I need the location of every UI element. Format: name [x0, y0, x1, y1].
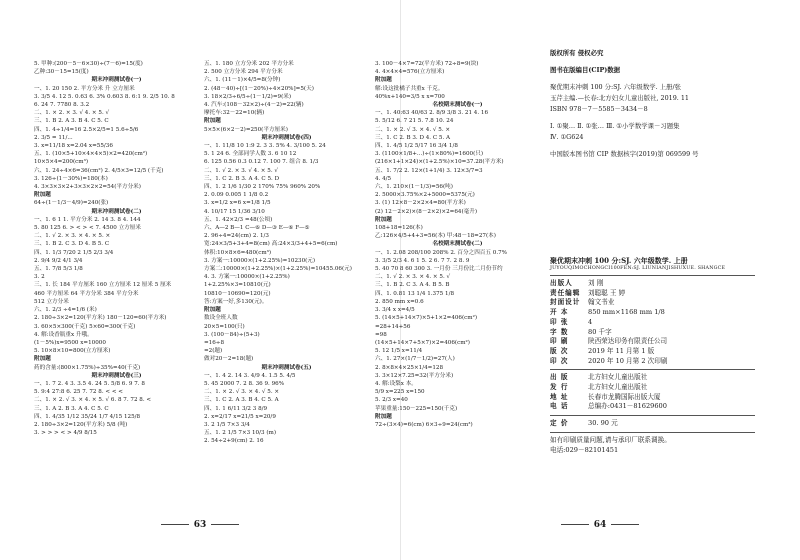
answer-line: 5. (14×5+14×7)×5+1×2=406(cm²) — [375, 315, 478, 322]
answer-line: 三、1. 长 184 平方厘米 160 立方厘米 12 厘米 5 厘米 — [34, 282, 172, 289]
copyright-line: 版权所有 侵权必究 — [550, 49, 604, 57]
answer-line: 460 平方厘米 64 平方分米 384 平方分米 — [34, 290, 139, 297]
answer-line: 10×5×4=200(cm³) — [34, 159, 89, 166]
imprint-row-label: 字 数 — [550, 327, 569, 336]
answer-line: 2. (48－40)÷[(1－20%)÷4×20%]=5(天) — [204, 85, 314, 92]
answer-line: 4. 4×4×4=576(立方厘米) — [375, 69, 445, 76]
imprint-row-value: 850 mm×1168 mm 1/8 — [588, 308, 665, 317]
test-heading: 期末冲刺测试卷(五) — [261, 364, 312, 371]
imprint-row — [550, 279, 755, 289]
imprint-row-label: 印 次 — [550, 356, 569, 365]
answer-line: 附加题 — [375, 413, 392, 420]
answer-line: 2. 9/4 9/2 4/1 3/4 — [34, 257, 83, 264]
answer-line: 108+18=126(本) — [375, 225, 423, 232]
answer-line: 解:设这批橘子共重x 千克。 — [375, 85, 444, 92]
publisher-row — [550, 373, 755, 383]
imprint-row — [550, 337, 755, 347]
answer-line: 4. 3. 方案一:10000×(1+2.25%) — [204, 274, 290, 281]
answer-line: 四、1. 2 1/6 1/30 2 170% 75% 960% 20% — [204, 184, 321, 191]
answer-line: 五、1. (10×5+10×4×4×5)×2=420(cm²) — [34, 151, 148, 158]
answer-line: 512 立方分米 — [34, 298, 69, 305]
answer-line: (216×1+1×24)×(1+2.5%)×10=37.28(平方米) — [375, 159, 504, 166]
answer-line: 六、A—2 B—1 C—⑥ D—③ E—⑥ F—⑤ — [204, 225, 310, 232]
answer-line: 5. 80 125 6. > < > < 7. 4500 立方厘米 — [34, 225, 141, 232]
cip-title: 图书在版编目(CIP)数据 — [550, 66, 621, 74]
answer-line: 四、1. 1 6/11 3/2 3 8/9 — [204, 405, 268, 412]
imprint-block — [550, 272, 755, 455]
answer-line: 5×5×(6×2－2)=250(平方厘米) — [204, 126, 288, 133]
imprint-row-value: 刘 刚 — [588, 279, 604, 287]
answer-line: 5. 40 70 8 60 300 3. 一月份 三月份比二月份节约 — [375, 266, 503, 273]
answer-line: 做对20－2=18(题) — [204, 356, 254, 363]
answer-line: 五、1. 7/2 2. 12×(1+1/4) 3. 12×3/7=3 — [375, 167, 483, 174]
answer-line: 3. > > > < > 4/9 8/15 — [34, 430, 97, 437]
answer-line: 摩托车:32－22=10(辆) — [204, 110, 265, 117]
publisher-row-label: 出 版 — [550, 373, 569, 382]
answer-column-1 — [34, 60, 199, 437]
answer-line: 5. 甲种:(200－5－6×30)÷(7－6)=15(度) — [34, 61, 143, 67]
answer-line: 3. (1) 12×8－2×2×4=80(平方米) — [375, 200, 466, 207]
answer-line: 2. 54÷2+9(cm) 2. 16 — [204, 438, 264, 445]
imprint-row — [550, 347, 755, 357]
cip-classification-line: Ⅰ. ①聚… Ⅱ. ①张… Ⅲ. ①小学数学课－习题集 — [550, 122, 680, 130]
answer-line: 四、1. 4/35 1/12 35/24 1/7 4/15 125/8 — [34, 413, 141, 420]
answer-line: 三、1. B 2. C 3. D 4. B 5. C — [34, 241, 110, 248]
answer-line: 3. 126÷(1－30%)=180(本) — [34, 175, 108, 182]
answer-line: 3. 3/4 x x=4/5 — [375, 307, 415, 314]
answer-line: 4. 3×3×3×2+3×3×2×2=54(平方分米) — [34, 184, 141, 191]
imprint-row-label: 责任编辑 — [550, 288, 581, 297]
answer-line: 三、1. C 2. B 3. A 4. C 5. D — [204, 175, 280, 182]
publisher-row-label: 电 话 — [550, 402, 569, 411]
answer-line: 2. 180÷3×2=120(平方米) 5/8 (吨) — [34, 421, 128, 428]
answer-line: (14×5+14×7+5×7)×2=406(cm²) — [375, 339, 470, 346]
publisher-row — [550, 393, 755, 403]
answer-line: 1+2.25%×3=10810(元) — [204, 282, 271, 289]
imprint-row-label: 印 张 — [550, 317, 569, 326]
answer-line: 一、1. 20 150 2. 平方分米 升 立方厘米 — [34, 85, 135, 92]
answer-line: 2. 500 立方分米 294 平方分米 — [204, 69, 283, 76]
answer-line: 方案二:10000×(1+2.25%)×(1+2.25%)=10455.06(元) — [204, 266, 352, 273]
imprint-row-label: 版 次 — [550, 346, 569, 355]
answer-line: 三、1. A 2. B 3. A 4. C 5. C — [34, 405, 109, 412]
notice-line: 如有印刷质量问题,请与承印厂联系调换。 — [550, 435, 671, 444]
answer-line: 四、1. 1/3 7/20 2 1/5 2/3 3/4 — [34, 249, 114, 256]
test-heading: 期末冲刺测试卷(三) — [91, 372, 142, 379]
answer-line: 体积:10×8×6=480(cm³) — [204, 249, 272, 256]
page-number-left: 63 — [140, 520, 260, 530]
answer-line: 三、1. B 2. A 3. B 4. C 5. C — [34, 118, 109, 125]
publisher-row — [550, 402, 755, 412]
imprint-row — [550, 289, 755, 299]
answer-line: 3. 3/5 4. 12 5. 0.63 6. 3% 0.603 8. 6:1 9. 2/5 10. 8 — [34, 93, 175, 100]
answer-line: 乙:126×4/5+4+3=56(本) 甲:48－18=27(本) — [375, 233, 496, 240]
answer-line: 一、1. 11/8 10 1:9 2. 3 3. 5% 4. 3/100 5. 24 — [204, 143, 326, 150]
answer-line: 4. 汽车:(108－32×2)÷(4－2)=22(辆) — [204, 102, 304, 109]
answer-line: 20×5=100(只) — [204, 323, 245, 330]
answer-line: 附加题 — [204, 118, 221, 125]
imprint-row — [550, 357, 755, 367]
answer-line: 4. 10/17 15 1/36 3/10 — [204, 208, 265, 215]
notice-line: 电话:029－82101451 — [550, 445, 619, 454]
answer-line: 一、1. 40:63 40/63 2. 8/9 3/8 3. 21 4. 16 — [375, 110, 489, 117]
answer-line: 3. 3/5 2/3 4. 6 1 5. 2 6. 7 7. 2 8. 9 — [375, 257, 470, 264]
answer-line: 2. 180÷3×2=120(平方米) 180－120=60(平方米) — [34, 315, 167, 322]
answer-line: 3. 方案一:10000×(1+2.25%)=10230(元) — [204, 257, 316, 264]
right-page — [375, 0, 800, 560]
answer-line: 六、1. 210×(1－1/3)=56(吨) — [375, 184, 453, 191]
imprint-row-value: 80 千字 — [588, 327, 612, 336]
publisher-row-value: 总编办:0431－81629600 — [588, 402, 667, 411]
answer-line: 六、1. 27×(1/7－1/2)=27(人) — [375, 356, 455, 363]
cip-body-line: 聚优期末冲刺 100 分:SJ. 六年级数学. 上册/张 — [550, 83, 681, 91]
answer-line: 二、1. √ 2. × 3. × 4. × 5. √ — [375, 274, 451, 281]
answer-column-3 — [375, 60, 540, 429]
answer-line: 三、1. B 2. C 3. A 4. B 5. B — [375, 282, 450, 289]
answer-line: =28+14+56 — [375, 323, 411, 330]
imprint-row-value: 刘聪聪 王 婷 — [588, 288, 626, 297]
answer-line: 2. 5000×3.75%×2+5000=5375(元) — [375, 192, 475, 199]
answer-line: 答:方案一好,多130(元)。 — [204, 298, 268, 305]
publisher-row-label: 发 行 — [550, 383, 569, 392]
answer-line: 2. x=2/17 x=21/5 x=20/9 — [204, 413, 276, 420]
cip-classification-line: Ⅳ. ①G624 — [550, 133, 584, 141]
imprint-row-label: 开 本 — [550, 308, 569, 317]
answer-line: 二、1. × 2. √ 3. × 4. √ 5. × — [204, 389, 280, 396]
answer-line: 5. 2/3 x=40 — [375, 397, 408, 404]
answer-line: 五、1. 42×2/3 =48(公顷) — [204, 216, 273, 223]
answer-line: 四、1. 0.81 13 1/4 1.375 1/8 — [375, 290, 455, 297]
answer-line: 药的含量:(800×1.75%)÷35%=40(千克) — [34, 364, 141, 371]
publisher-row-label: 地 址 — [550, 392, 569, 401]
answer-line: 五、1. 180 立方分米 202 平方分米 — [204, 61, 294, 67]
answer-line: 数设全班人数 — [204, 315, 238, 322]
answer-line: 3. x=11/18 x=2.04 x=55/36 — [34, 143, 113, 150]
answer-line: 附加题 — [34, 356, 51, 363]
answer-line: 五、1. 7/8 5/3 1/8 — [34, 266, 83, 273]
cip-body-line: 玉芹主编.—长春:北方妇女儿童出版社, 2019. 11 — [550, 94, 689, 102]
answer-line: 3. 2 — [34, 274, 45, 281]
answer-line: (2) 12－2×2)×(8－2×2)×2=64(毫升) — [375, 208, 478, 215]
book-title-block — [550, 256, 755, 271]
answer-line: 苹果重量:150－225=150(千克) — [375, 405, 458, 412]
imprint-row-label: 封面设计 — [550, 298, 581, 307]
answer-line: 附加题 — [375, 216, 392, 223]
answer-line: 六、1. 2/3 ÷4=1/6 (米) — [34, 307, 97, 314]
answer-line: 5. 45 2000 7. 2 8. 36 9. 96% — [204, 380, 285, 387]
answer-line: =2(题) — [204, 348, 223, 355]
test-heading: 名校期末测试卷(二) — [432, 241, 483, 248]
answer-line: 六、1. (11－1)×4/5=8(分钟) — [204, 77, 281, 84]
answer-column-2 — [204, 60, 369, 446]
answer-line: 3. 60×5×300(千克) 5×60=300(千克) — [34, 323, 136, 330]
answer-line: 3. 2 1/5 7×3 3/4 — [204, 421, 250, 428]
answer-line: 一、1. 2.08 208/100 208% 2. 百分之四百五 0.7% — [375, 249, 507, 256]
answer-line: (1－5%)x=9500 x=10000 — [34, 339, 106, 346]
price-value: 30. 90 元 — [588, 419, 618, 428]
answer-line: 3. 100－4×7=72(平方米) 72÷8=9(块) — [375, 61, 479, 67]
publisher-row-value: 长春市龙腾国际出版大厦 — [588, 392, 661, 401]
answer-line: 5/9 x=225 x=150 — [375, 389, 425, 396]
answer-line: 二、1. √ 2. × 3. × 4. × 5. × — [34, 233, 111, 240]
answer-line: 宽:24×3/5+3+4=8(cm) 高:24×3/3+4+5=6(cm) — [204, 241, 338, 248]
answer-line: =16÷8 — [204, 339, 225, 346]
imprint-row-label: 出版人 — [550, 279, 573, 287]
answer-line: 四、1. 4÷1/4=16 2.5×2/5=1 5.6÷5/6 — [34, 126, 139, 133]
answer-line: 3. x=1/2 x=6 x=1/8 1/5 — [204, 200, 271, 207]
answer-line: 72÷(3×4)=6(cm) 6×3÷9=24(cm³) — [375, 421, 473, 428]
answer-line: 3. 3×12×7.25=32(平方分米) — [375, 372, 454, 379]
publisher-row-value: 北方妇女儿童出版社 — [588, 383, 648, 392]
answer-line: 6. 125 0.56 0.3 0.12 7. 100 7. 组合 8. 1/3 — [204, 159, 319, 166]
answer-line: 2. 0.09 0.005 1 1/8 0.2 — [204, 192, 269, 199]
cip-data-number: 中国版本图书馆 CIP 数据核字(2019)第 069599 号 — [550, 150, 699, 158]
answer-line: 六、1. 24÷4×6=36(cm²) 2. 4/5×3=12/5 (千克) — [34, 167, 164, 174]
price-row — [550, 419, 755, 429]
imprint-row-value: 翰文书业 — [588, 298, 615, 307]
price-label: 定 价 — [550, 419, 569, 428]
answer-line: 三、1. C 2. B 3. D 4. C 5. A — [375, 134, 451, 141]
imprint-row-label: 印 刷 — [550, 337, 569, 346]
answer-line: 五、1. 2 1/5 7×3 10/3 (m) — [204, 430, 277, 437]
answer-line: 10810－10690=120(元) — [204, 290, 271, 297]
answer-line: 40%x+140=3/5 x x=700 — [375, 93, 445, 100]
imprint-row — [550, 298, 755, 308]
answer-line: 2. 96÷4=24(cm) 2. 1/3 — [204, 233, 269, 240]
answer-line: 一、1. 4 2. 14 3. 4/9 4. 1.5 5. 4/5 — [204, 372, 296, 379]
book-title: 聚优期末冲刺 100 分:SJ. 六年级数学. 上册 — [550, 256, 688, 265]
answer-line: 一、1. 7 2. 4 3. 3.5 4. 24 5. 5/8 6. 9 7. 8 — [34, 380, 145, 387]
copyright-block — [550, 48, 755, 160]
book-title-pinyin: JUYOUQIMOCHONGCI100FEN:SJ. LIUNIANJISHUXUE. SHANGCE — [550, 266, 726, 271]
answer-line: 3. 18×2/3÷6/5÷(1－1/2)=9(米) — [204, 93, 292, 100]
imprint-row-value: 2019 年 11 月第 1 版 — [588, 346, 655, 355]
answer-line: 乙种:30－15=15(度) — [34, 69, 89, 76]
answer-line: 三、1. C 2. A 3. B 4. C 5. A — [204, 397, 279, 404]
imprint-row — [550, 328, 755, 338]
test-heading: 期末冲刺测试卷(二) — [91, 208, 142, 215]
answer-line: 2. 3/5 = 11/... — [34, 134, 73, 141]
imprint-row-value: 4 — [588, 317, 593, 326]
imprint-row — [550, 318, 755, 328]
answer-line: 附加题 — [204, 307, 221, 314]
answer-line: 5. 1 24 6. 全部同学人数 3. 6 10 12 — [204, 151, 297, 158]
answer-line: 二、1. × 2. √ 3. × 4. × 5. √ 6. 8 7. 72 8. < — [34, 397, 152, 404]
test-heading: 名校期末测试卷(一) — [432, 102, 483, 109]
answer-line: 64÷(1－1/3－4/9)=240(张) — [34, 200, 109, 207]
answer-line: 3. (1100×1/8+...)÷(1×80%)=1600(只) — [375, 151, 484, 158]
answer-line: 2. 850 mm x=0.6 — [375, 298, 424, 305]
page-number-right: 64 — [540, 520, 660, 530]
answer-line: 4. 4/5 — [375, 175, 392, 182]
answer-line: 二、1. × 2. √ 3. × 4. √ 5. × — [375, 126, 451, 133]
test-heading: 期末冲刺测试卷(一) — [91, 77, 142, 84]
answer-line: 5. 9:4 27:8 6. 25 7. 72 8. < < < — [34, 389, 123, 396]
answer-line: 二、1. × 2. × 3. √ 4. × 5. √ — [34, 110, 110, 117]
answer-line: 一、1. 6 1 1. 平方分米 2. 14 3. 8 4. 144 — [34, 216, 141, 223]
answer-line: 四、1. 4/5 1/2 5/17 16 3/4 1/8 — [375, 143, 458, 150]
answer-line: 5. 10×8×10=800(立方厘米) — [34, 348, 111, 355]
answer-line: 附加题 — [375, 77, 392, 84]
answer-line: 4. 解:设梨x 本。 — [375, 380, 417, 387]
answer-line: 4. 解:设香瓶重x 升哦。 — [34, 331, 93, 338]
answer-line: 2. 8×8×4×25×1/4=128 — [375, 364, 444, 371]
answer-line: 5. 12 1/5 x=11/4 — [375, 348, 423, 355]
imprint-row-value: 陕西荣达印务有限责任公司 — [588, 337, 668, 346]
answer-line: 二、1. √ 2. × 3. √ 4. × 5. √ — [204, 167, 278, 174]
imprint-row-value: 2020 年 10 月第 2 次印刷 — [588, 356, 668, 365]
publisher-row — [550, 383, 755, 393]
answer-line: 附加题 — [34, 192, 51, 199]
cip-body-line: ISBN 978－7－5585－3434－8 — [550, 105, 648, 113]
answer-line: 6. 24 7. 7780 8. 3.2 — [34, 102, 90, 109]
answer-line: 5. 5/12 6. 7 21 5. 7.8 10. 24 — [375, 118, 454, 125]
imprint-row — [550, 308, 755, 318]
answer-line: =98 — [375, 331, 387, 338]
test-heading: 期末冲刺测试卷(四) — [261, 134, 312, 141]
answer-line: 3. (100－84)÷(5+3) — [204, 331, 260, 338]
publisher-row-value: 北方妇女儿童出版社 — [588, 373, 648, 382]
